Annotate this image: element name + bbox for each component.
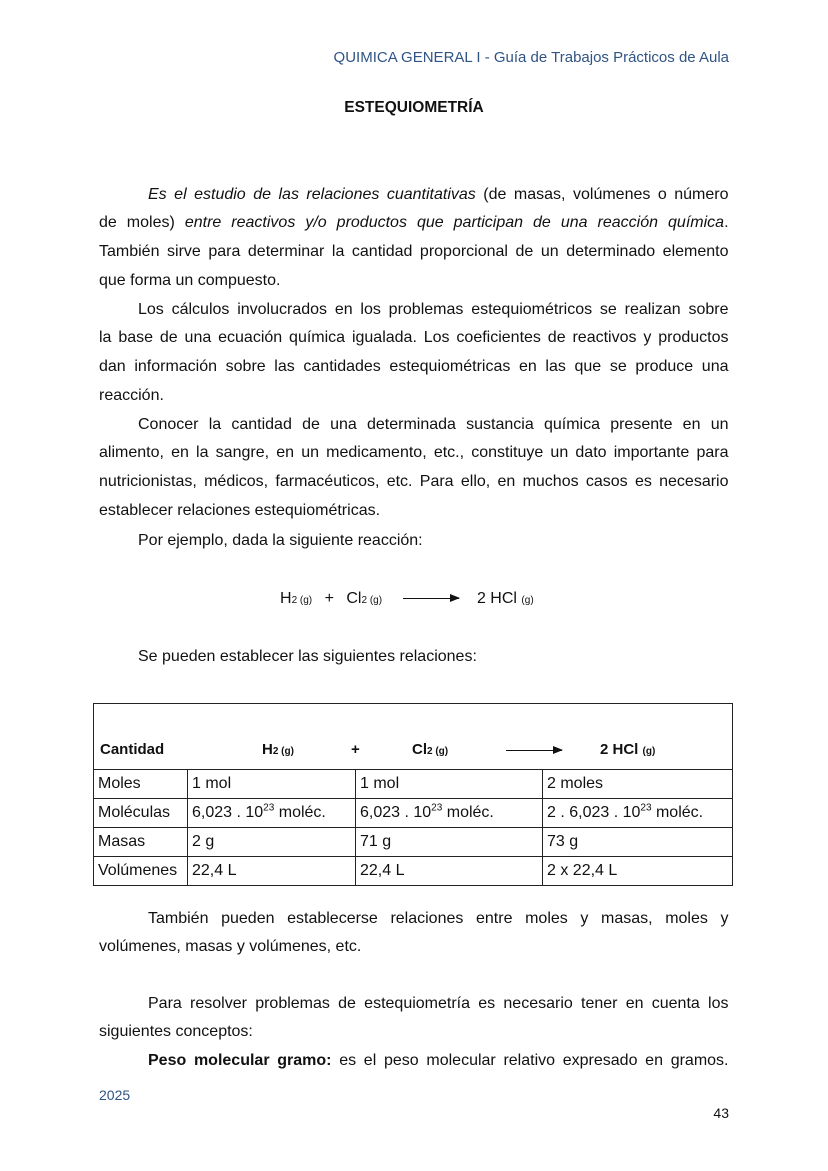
cell-text: 22,4 L [192, 862, 237, 879]
text-segment: Es el estudio de las relaciones cuantitativas [148, 186, 476, 203]
text-line-content [99, 271, 280, 291]
text-line [99, 213, 729, 233]
text-segment: Los cálculos involucrados en los problemas estequiométricos se realizan sobre [138, 301, 729, 318]
text-segment: es el peso molecular relativo expresado en gramos. [331, 1052, 729, 1069]
text-segment: reacción. [99, 387, 164, 404]
text-line-content [148, 1051, 729, 1071]
table-row [94, 828, 733, 857]
cell-text: 73 g [547, 833, 579, 850]
text-segment: (de masas, volúmenes o número [475, 186, 729, 203]
reactant-h2: H [280, 590, 292, 607]
table-row [94, 799, 733, 828]
cell-text: 6,023 . 10 [192, 804, 264, 821]
text-segment: dan información sobre las cantidades estequiométricas en las que se produce una [99, 358, 729, 375]
text-line [99, 501, 729, 521]
cell-text: 1 mol [192, 775, 232, 792]
text-line-content [99, 386, 164, 406]
table-cell [543, 828, 733, 857]
text-line [99, 937, 729, 957]
text-line [99, 242, 729, 262]
table-cell [188, 770, 356, 799]
table-cell [356, 857, 543, 886]
text-segment: . [724, 214, 729, 231]
text-segment: volúmenes, masas y volúmenes, etc. [99, 938, 362, 955]
subscript: (g) [642, 746, 656, 757]
text-segment: siguientes conceptos: [99, 1023, 253, 1040]
text-line [99, 386, 729, 406]
footer-year: 2025 [99, 1087, 131, 1103]
text-segment: entre reactivos y/o productos que participan de una reacción química [184, 214, 725, 231]
text-line-content [138, 647, 477, 667]
text-line-content [138, 415, 729, 435]
subscript: 2 (g) [291, 595, 313, 606]
text-line-content [99, 501, 380, 521]
cell-text: 71 g [360, 833, 392, 850]
header-hcl: 2 HCl [600, 741, 639, 758]
cell-text: 22,4 L [360, 862, 405, 879]
arrow-icon [506, 750, 562, 751]
page-number: 43 [713, 1105, 729, 1121]
reactant-cl2: Cl [346, 590, 362, 607]
text-line [138, 300, 729, 320]
table-row [94, 770, 733, 799]
text-line-content [99, 937, 361, 957]
stoichiometry-table [93, 703, 733, 886]
header-h2: H [262, 741, 273, 758]
exponent: 23 [263, 802, 275, 814]
text-line-content [99, 213, 729, 233]
page-title: ESTEQUIOMETRÍA [344, 99, 484, 116]
subscript: (g) [521, 595, 534, 606]
text-line [99, 1022, 729, 1042]
row-label: Moléculas [94, 799, 188, 828]
text-line [148, 994, 729, 1014]
cell-text: moléc. [651, 804, 704, 821]
row-label: Volúmenes [94, 857, 188, 886]
text-line [99, 328, 729, 348]
text-line [138, 415, 729, 435]
text-segment: También sirve para determinar la cantidad proporcional de un determinado elemento [99, 243, 729, 260]
cell-text: 2 g [192, 833, 215, 850]
text-line [99, 357, 729, 377]
product-hcl: 2 HCl [476, 590, 517, 607]
table-cell [188, 828, 356, 857]
header-cl2: Cl [412, 741, 427, 758]
cell-text: 2 . 6,023 . 10 [547, 804, 641, 821]
text-segment: que forma un compuesto. [99, 272, 281, 289]
text-line [148, 185, 729, 205]
text-segment: Para resolver problemas de estequiometría es necesario tener en cuenta los [148, 995, 729, 1012]
cell-text: 1 mol [360, 775, 400, 792]
text-line [148, 909, 729, 929]
text-segment: También pueden establecerse relaciones entre moles y masas, moles y [148, 910, 729, 927]
text-line [148, 1051, 729, 1071]
table-cell [356, 828, 543, 857]
text-line [99, 443, 729, 463]
header-cantidad: Cantidad [100, 741, 165, 758]
text-segment: la base de una ecuación química igualada. Los coeficientes de reactivos y productos [99, 329, 729, 346]
running-header: QUIMICA GENERAL I - Guía de Trabajos Prácticos de Aula [333, 49, 729, 66]
table-header-row [94, 704, 733, 770]
table-cell [543, 770, 733, 799]
plus-sign: + [324, 590, 334, 607]
text-line [138, 531, 729, 551]
text-line-content [99, 328, 729, 348]
text-line-content [148, 909, 729, 929]
text-segment: alimento, en la sangre, en un medicamento, etc., constituye un dato importante para [99, 444, 729, 461]
exponent: 23 [640, 802, 652, 814]
exponent: 23 [431, 802, 443, 814]
text-segment: Peso molecular gramo: [148, 1052, 332, 1069]
reaction-arrow-icon [403, 598, 459, 599]
text-line [99, 271, 729, 291]
table-cell [188, 857, 356, 886]
table-cell [356, 770, 543, 799]
cell-text: 2 x 22,4 L [547, 862, 618, 879]
text-line-content [138, 531, 423, 551]
text-segment: de moles) [99, 214, 185, 231]
text-segment: establecer relaciones estequiométricas. [99, 502, 381, 519]
table-cell [543, 857, 733, 886]
text-segment: Se pueden establecer las siguientes relaciones: [138, 648, 477, 665]
text-segment: Conocer la cantidad de una determinada sustancia química presente en un [138, 416, 729, 433]
cell-text: moléc. [274, 804, 326, 821]
text-line-content [148, 185, 729, 205]
text-line [99, 472, 729, 492]
chemical-equation [280, 590, 534, 608]
cell-text: moléc. [442, 804, 494, 821]
text-line [138, 647, 729, 667]
text-segment: nutricionistas, médicos, farmacéuticos, etc. Para ello, en muchos casos es necesario [99, 473, 729, 490]
table-cell [356, 799, 543, 828]
subscript: 2 (g) [361, 595, 383, 606]
text-line-content [99, 242, 729, 262]
text-segment: Por ejemplo, dada la siguiente reacción: [138, 532, 423, 549]
text-line-content [99, 443, 729, 463]
text-line-content [138, 300, 729, 320]
subscript: 2 (g) [427, 746, 449, 757]
table-row [94, 857, 733, 886]
cell-text: 6,023 . 10 [360, 804, 432, 821]
table-cell [188, 799, 356, 828]
row-label: Masas [94, 828, 188, 857]
text-line-content [99, 1022, 253, 1042]
table-cell [543, 799, 733, 828]
subscript: 2 (g) [272, 746, 294, 757]
text-line-content [99, 357, 729, 377]
text-line-content [148, 994, 729, 1014]
header-h2-group [262, 741, 294, 758]
header-cl2-group [412, 741, 448, 758]
cell-text: 2 moles [547, 775, 604, 792]
text-line-content [99, 472, 729, 492]
header-plus: + [351, 741, 360, 758]
header-hcl-group [600, 741, 655, 758]
row-label: Moles [94, 770, 188, 799]
